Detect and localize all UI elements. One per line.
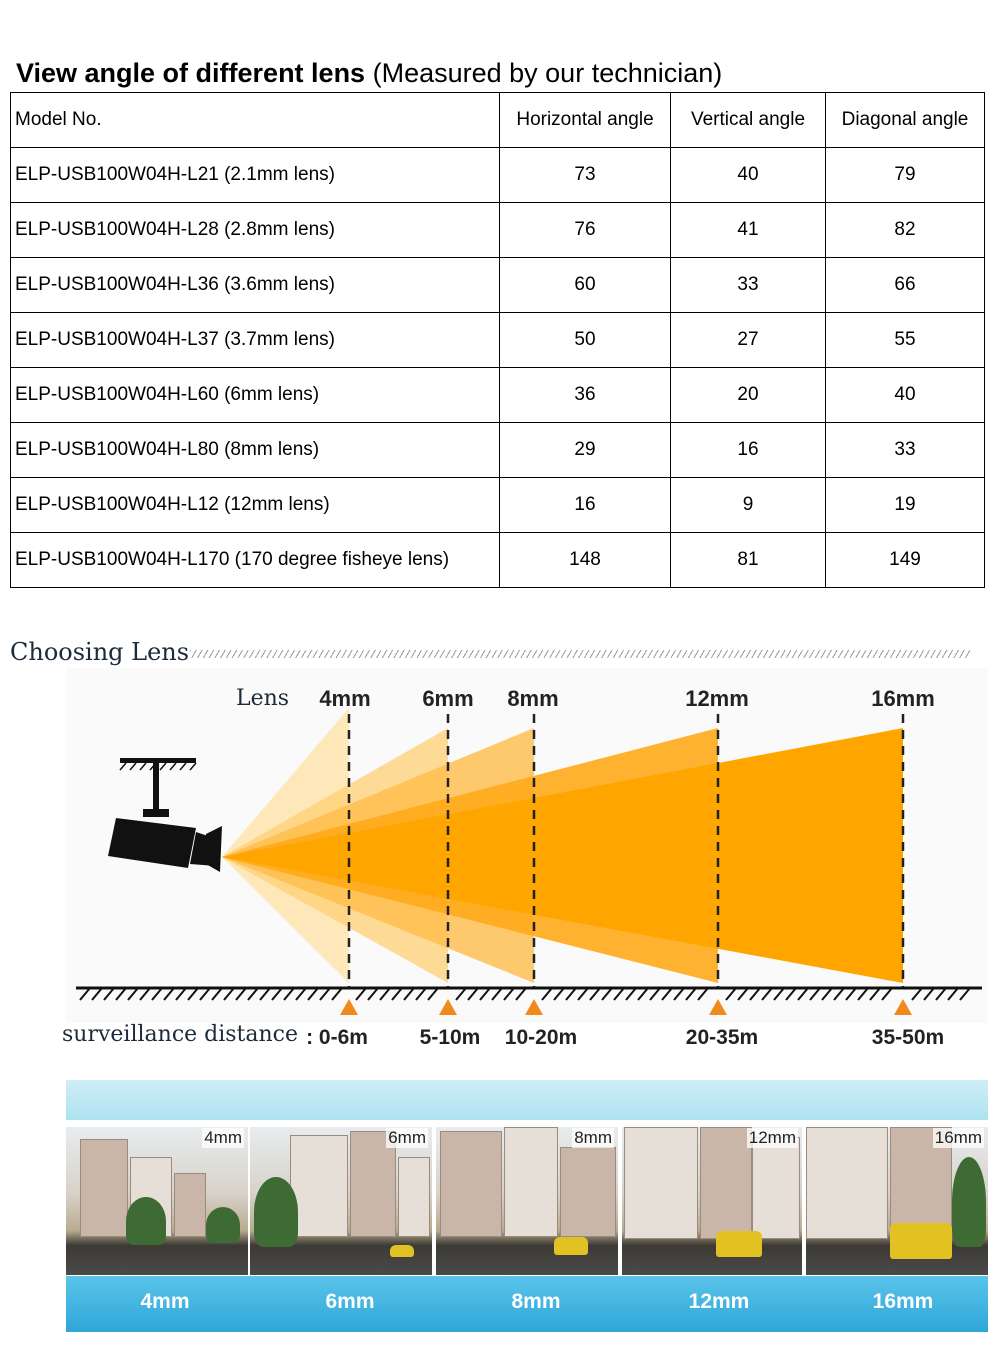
strip-label-4mm: 4mm [140, 1290, 190, 1313]
lens-label: Lens [236, 686, 290, 711]
strip-label-12mm: 12mm [688, 1290, 750, 1313]
lens-label-4mm: 4mm [319, 686, 371, 711]
cell-model: ELP-USB100W04H-L21 (2.1mm lens) [11, 148, 500, 203]
sample-photo-16mm [806, 1127, 988, 1275]
table-row [11, 148, 985, 203]
cell-vertical: 81 [671, 533, 826, 588]
security-camera-icon [108, 758, 222, 872]
strip-top-band [66, 1080, 988, 1120]
cell-model: ELP-USB100W04H-L170 (170 degree fisheye lens) [11, 533, 500, 588]
cell-diagonal: 82 [826, 203, 985, 258]
distance-12mm: 20-35m [685, 1026, 759, 1049]
cell-model: ELP-USB100W04H-L80 (8mm lens) [11, 423, 500, 478]
lens-label-12mm: 12mm [685, 686, 749, 711]
cell-horizontal: 73 [500, 148, 671, 203]
table-title-note: (Measured by our technician) [372, 58, 723, 88]
cell-horizontal: 36 [500, 368, 671, 423]
marker-8mm [525, 999, 543, 1015]
cell-vertical: 33 [671, 258, 826, 313]
photo-tag-12mm: 12mm [748, 1128, 796, 1147]
marker-12mm [709, 999, 727, 1015]
sample-photo-6mm [250, 1127, 432, 1275]
strip-label-16mm: 16mm [872, 1290, 934, 1313]
photo-tag-16mm: 16mm [934, 1128, 982, 1147]
table-row [11, 368, 985, 423]
cell-diagonal: 79 [826, 148, 985, 203]
distance-4mm: : 0-6m [306, 1026, 368, 1049]
table-row [11, 203, 985, 258]
cell-horizontal: 76 [500, 203, 671, 258]
cell-horizontal: 50 [500, 313, 671, 368]
cell-vertical: 41 [671, 203, 826, 258]
table-title-main: View angle of different lens [16, 58, 366, 88]
strip-label-6mm: 6mm [325, 1290, 375, 1313]
cell-vertical: 40 [671, 148, 826, 203]
cell-horizontal: 29 [500, 423, 671, 478]
header-diagonal: Diagonal angle [826, 93, 985, 148]
cell-vertical: 27 [671, 313, 826, 368]
cell-vertical: 9 [671, 478, 826, 533]
cell-model: ELP-USB100W04H-L28 (2.8mm lens) [11, 203, 500, 258]
marker-4mm [340, 999, 358, 1015]
photo-tag-6mm: 6mm [388, 1128, 426, 1147]
cell-model: ELP-USB100W04H-L36 (3.6mm lens) [11, 258, 500, 313]
diagram-title: Choosing Lens [10, 638, 190, 666]
table-row [11, 423, 985, 478]
strip-label-8mm: 8mm [511, 1290, 561, 1313]
lens-label-8mm: 8mm [507, 686, 559, 711]
ground-line [76, 988, 982, 1000]
cell-vertical: 16 [671, 423, 826, 478]
lens-label-16mm: 16mm [871, 686, 935, 711]
view-angle-table [10, 92, 985, 588]
distance-16mm: 35-50m [871, 1026, 945, 1049]
surveillance-distance-label: surveillance distance [62, 1022, 299, 1047]
sample-photo-12mm [622, 1127, 802, 1275]
cell-model: ELP-USB100W04H-L12 (12mm lens) [11, 478, 500, 533]
cell-diagonal: 55 [826, 313, 985, 368]
table-title [16, 58, 722, 89]
table-header-row [11, 93, 985, 148]
cell-diagonal: 149 [826, 533, 985, 588]
sample-photo-4mm [66, 1127, 248, 1275]
cell-horizontal: 60 [500, 258, 671, 313]
table-row [11, 313, 985, 368]
cell-diagonal: 66 [826, 258, 985, 313]
table-row [11, 258, 985, 313]
header-vertical: Vertical angle [671, 93, 826, 148]
table-row [11, 478, 985, 533]
marker-16mm [894, 999, 912, 1015]
cell-model: ELP-USB100W04H-L37 (3.7mm lens) [11, 313, 500, 368]
distance-8mm: 10-20m [504, 1026, 578, 1049]
sample-photo-8mm [436, 1127, 618, 1275]
photo-tag-8mm: 8mm [574, 1128, 612, 1147]
cell-horizontal: 16 [500, 478, 671, 533]
header-model: Model No. [11, 93, 500, 148]
lens-label-6mm: 6mm [422, 686, 474, 711]
cell-diagonal: 40 [826, 368, 985, 423]
choosing-lens-diagram [0, 628, 1000, 1068]
cell-model: ELP-USB100W04H-L60 (6mm lens) [11, 368, 500, 423]
cell-vertical: 20 [671, 368, 826, 423]
view-angle-section [0, 0, 1000, 600]
lens-beam-graphic [0, 628, 1000, 1068]
distance-6mm: 5-10m [419, 1026, 481, 1049]
cell-diagonal: 19 [826, 478, 985, 533]
photo-tag-4mm: 4mm [204, 1128, 242, 1147]
cell-diagonal: 33 [826, 423, 985, 478]
cell-horizontal: 148 [500, 533, 671, 588]
lens-comparison-strip [66, 1080, 988, 1332]
table-row [11, 533, 985, 588]
header-horizontal: Horizontal angle [500, 93, 671, 148]
marker-6mm [439, 999, 457, 1015]
